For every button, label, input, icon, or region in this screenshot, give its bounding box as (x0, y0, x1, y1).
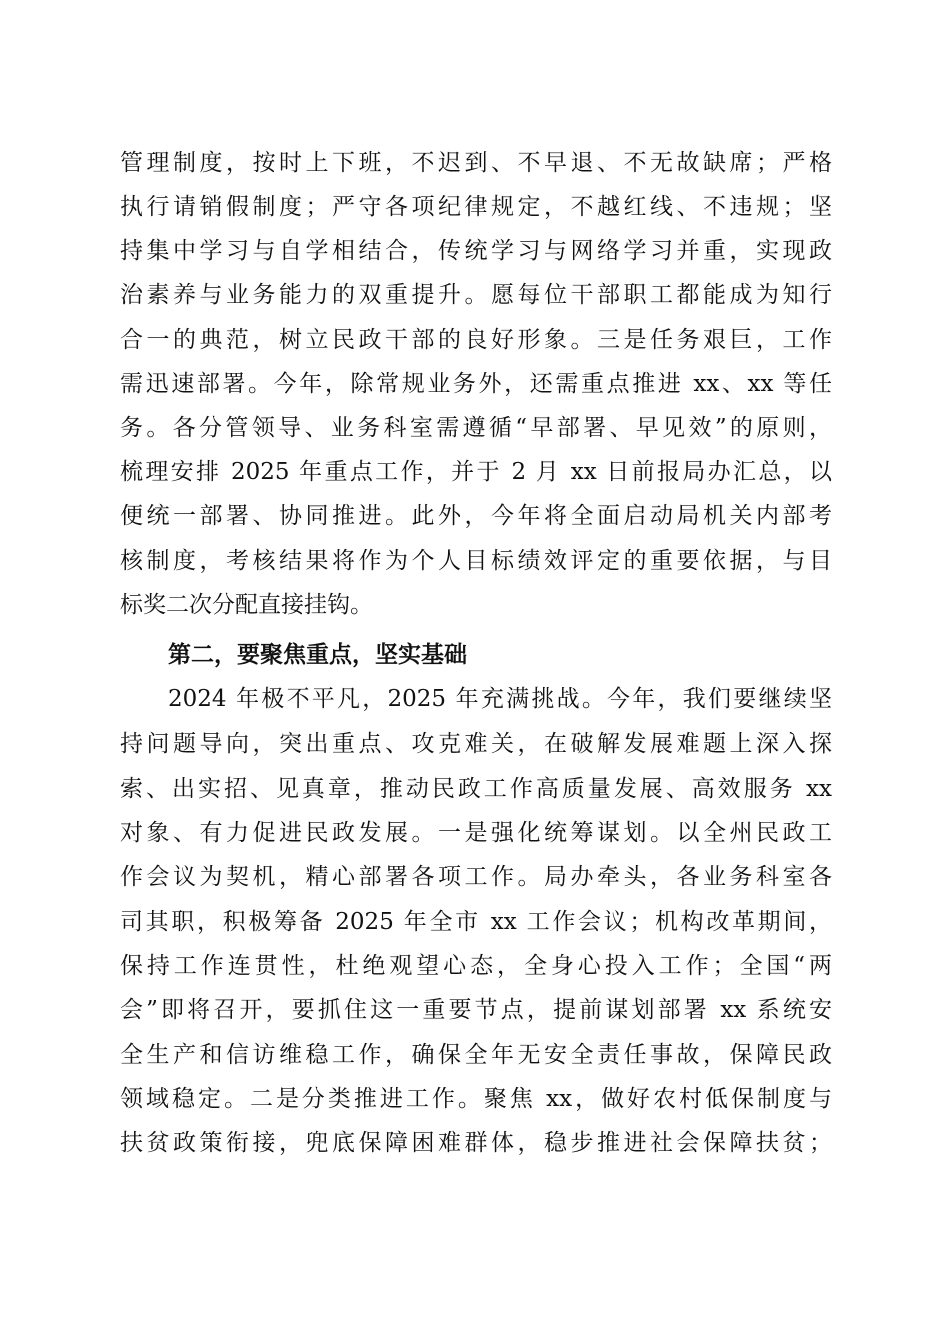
paragraph-2-line-10: 领域稳定。二是分类推进工作。聚焦 xx，做好农村低保制度与 (120, 1086, 832, 1112)
paragraph-1-line-9: 便统一部署、协同推进。此外，今年将全面启动局机关内部考 (120, 503, 832, 529)
paragraph-2-line-3: 索、出实招、见真章，推动民政工作高质量发展、高效服务 xx (120, 776, 832, 802)
paragraph-1-line-7: 务。各分管领导、业务科室需遵循“早部署、早见效”的原则， (120, 415, 832, 441)
paragraph-1-line-11: 标奖二次分配直接挂钩。 (120, 592, 373, 618)
paragraph-1-line-2: 执行请销假制度；严守各项纪律规定，不越红线、不违规；坚 (120, 194, 832, 220)
paragraph-1-line-5: 合一的典范，树立民政干部的良好形象。三是任务艰巨，工作 (120, 327, 832, 353)
paragraph-2-line-11: 扶贫政策衔接，兜底保障困难群体，稳步推进社会保障扶贫； (120, 1130, 832, 1156)
paragraph-1-line-3: 持集中学习与自学相结合，传统学习与网络学习并重，实现政 (120, 238, 832, 264)
paragraph-2-line-6: 司其职，积极筹备 2025 年全市 xx 工作会议；机构改革期间， (120, 909, 832, 935)
paragraph-1-line-4: 治素养与业务能力的双重提升。愿每位干部职工都能成为知行 (120, 282, 832, 308)
paragraph-2-line-2: 持问题导向，突出重点、攻克难关，在破解发展难题上深入探 (120, 731, 832, 757)
paragraph-2-line-7: 保持工作连贯性，杜绝观望心态，全身心投入工作；全国“两 (120, 953, 832, 979)
paragraph-1-line-8: 梳理安排 2025 年重点工作，并于 2 月 xx 日前报局办汇总，以 (120, 459, 832, 485)
section-heading: 第二，要聚焦重点，坚实基础 (168, 641, 467, 668)
paragraph-2-line-5: 作会议为契机，精心部署各项工作。局办牵头，各业务科室各 (120, 864, 832, 890)
paragraph-2-line-4: 对象、有力促进民政发展。一是强化统筹谋划。以全州民政工 (120, 820, 832, 846)
paragraph-2-line-9: 全生产和信访维稳工作，确保全年无安全责任事故，保障民政 (120, 1042, 832, 1068)
paragraph-1-line-6: 需迅速部署。今年，除常规业务外，还需重点推进 xx、xx 等任 (120, 371, 832, 397)
paragraph-2-line-1: 2024 年极不平凡，2025 年充满挑战。今年，我们要继续坚 (168, 686, 832, 712)
paragraph-1-line-10: 核制度，考核结果将作为个人目标绩效评定的重要依据，与目 (120, 548, 832, 574)
paragraph-1-line-1: 管理制度，按时上下班，不迟到、不早退、不无故缺席；严格 (120, 150, 832, 176)
paragraph-2-line-8: 会”即将召开，要抓住这一重要节点，提前谋划部署 xx 系统安 (120, 997, 832, 1023)
